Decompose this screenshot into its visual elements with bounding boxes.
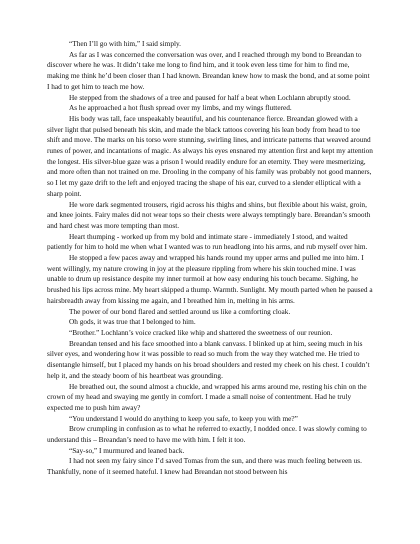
paragraph: “You understand I would do anything to keep you safe, to keep you with me?” [69, 413, 298, 423]
paragraph: I had not seen my fairy since I’d saved Tomas from the sun, and there was much feeling between us. Thankfully, none of it seemed hateful. I knew had Breandan not stood between his [47, 456, 362, 477]
paragraph: He wore dark segmented trousers, rigid across his thighs and shins, but flexible about his waist, groin, and knee joints. Fairy males did not wear tops so their chests were always temptingly bare. Breandan’s smooth and hard chest was more tempting than most. [47, 199, 371, 230]
paragraph: Brow crumpling in confusion as to what he referred to exactly, I nodded once. I was slowly coming to understand this – Breandan’s need to have me with him. I felt it too. [47, 424, 367, 445]
paragraph: He stopped a few paces away and wrapped his hands round my upper arms and pulled me into him. I went willingly, my nature crowing in joy at the pleasure rippling from where his skin touched mine. I was unable to drum up resistance despite my inner turmoil at how easy enduring his touch became. Sighing, he brushed his lips across mine. My heart skipped a thump. Warmth. Sunlight. My mouth parted when he paused a hairsbreadth away from kissing me again, and I breathed him in, melting in his arms. [47, 253, 373, 305]
paragraph: As he approached a hot flush spread over my limbs, and my wings fluttered. [69, 103, 292, 113]
paragraph: “Brother.” Lochlann’s voice cracked like whip and shattered the sweetness of our reunion. [69, 327, 333, 337]
paragraph: Oh gods, it was true that I belonged to him. [69, 317, 196, 327]
paragraph: Heart thumping - worked up from my bold and intimate stare - immediately I stood, and waited patiently for him to hold me when what I wanted was to run headlong into his arms, and rub myself over him. [47, 231, 368, 252]
paragraph: Breandan tensed and his face smoothed into a blank canvass. I blinked up at him, seeing much in his silver eyes, and wondering how it was possible to read so much from the way they watched me. He tried to disentangle himself, but I placed my hands on his broad shoulders and rested my cheek on his chest. I couldn’t help it, and the steady boom of his heartbeat was grounding. [47, 338, 370, 380]
paragraph: The power of our bond flared and settled around us like a comforting cloak. [69, 306, 291, 316]
paragraph: As far as I was concerned the conversation was over, and I reached through my bond to Breandan to discover where he was. It didn’t take me long to find him, and it took even less time for him to find me, making me think he’d been closer than I had known. Breandan knew how to mask the bond, and at some point I had to get him to teach me how. [47, 49, 370, 91]
paragraph: His body was tall, face unspeakably beautiful, and his countenance fierce. Breandan glowed with a silver light that pulsed beneath his skin, and made the black tattoos covering his lean body from head to toe shift and move. The marks on his torso were stunning, swirling lines, and intricate patterns that weaved around runes of power, and incantations of magic. As always his eyes ensnared my attention first and kept my attention the longest. His silver-blue gaze was a prison I would readily endure for an eternity. They were mesmerizing, and more often than not trained on me. Drooling in the company of his family was probably not good manners, so I let my gaze drift to the left and enjoyed tracing the shape of his ear, curved to a slender elliptical with a sharp point. [47, 113, 373, 198]
paragraph: He stepped from the shadows of a tree and paused for half a beat when Lochlann abruptly stood. [69, 92, 351, 102]
paragraph: He breathed out, the sound almost a chuckle, and wrapped his arms around me, resting his chin on the crown of my head and swaying me gently in comfort. I made a small noise of contentment. Had he truly expected me to push him away? [47, 381, 367, 412]
paragraph: “Then I’ll go with him,” I said simply. [69, 39, 182, 48]
paragraph: “Say-so,” I murmured and leaned back. [69, 445, 185, 455]
